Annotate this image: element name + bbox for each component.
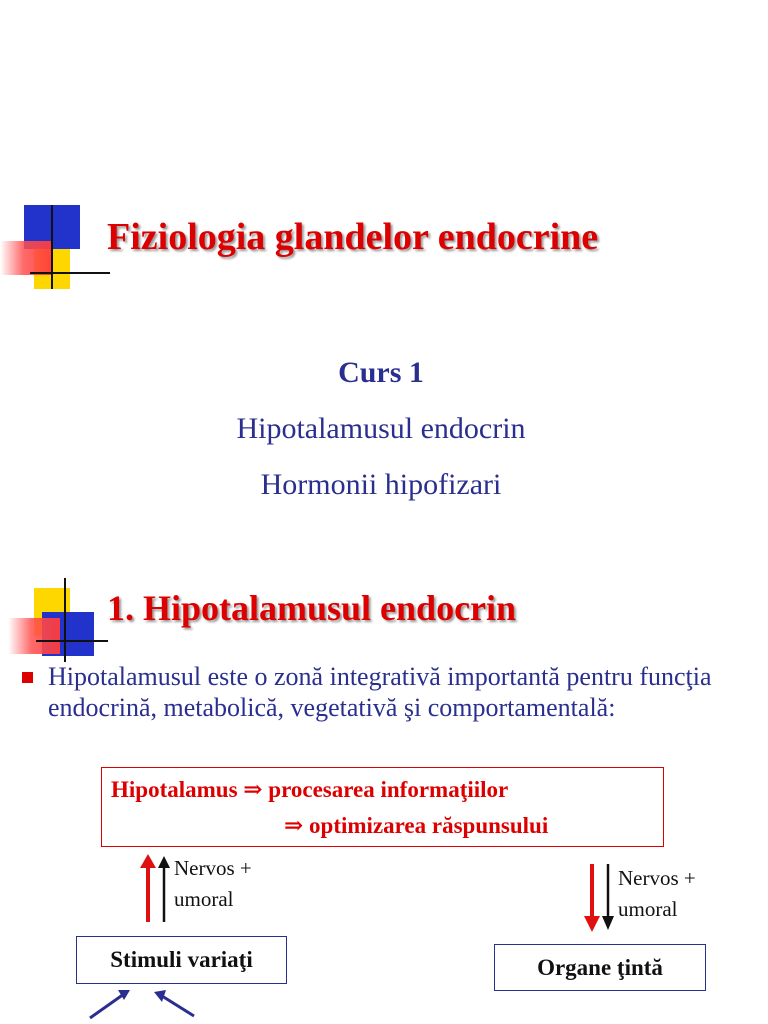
- stimuli-box: Stimuli variaţi: [76, 936, 287, 984]
- incoming-arrow-icon: [82, 986, 202, 1022]
- course-label: Curs 1: [338, 356, 424, 389]
- nervous-humoral-label: Nervos + umoral: [174, 856, 252, 911]
- colored-squares-deco-icon: [0, 205, 100, 285]
- topic-label: Hormonii hipofizari: [260, 468, 502, 501]
- down-arrow-icon: [582, 862, 616, 934]
- nervous-humoral-label: Nervos + umoral: [618, 866, 696, 921]
- up-arrow-icon: [138, 852, 172, 924]
- slide-title-section: 1. Hipotalamusul endocrin: [107, 588, 517, 628]
- hypothalamus-box: [101, 767, 664, 847]
- target-organs-box: Organe ţintă: [494, 944, 706, 991]
- slide-title-main: Fiziologia glandelor endocrine: [107, 216, 599, 258]
- hypothalamus-line: Hipotalamus ⇒ procesarea informaţiilor: [111, 777, 509, 802]
- topic-label: Hipotalamusul endocrin: [236, 412, 526, 445]
- colored-squares-deco-icon: [0, 578, 100, 658]
- red-square-bullet-icon: [22, 672, 33, 683]
- subtitle-block: [0, 345, 762, 513]
- response-line: ⇒ optimizarea răspunsului: [284, 813, 549, 838]
- bullet-text: Hipotalamusul este o zonă integrativă importantă pentru funcţia endocrină, metabolică, vegetativă şi comportamentală:: [48, 662, 712, 722]
